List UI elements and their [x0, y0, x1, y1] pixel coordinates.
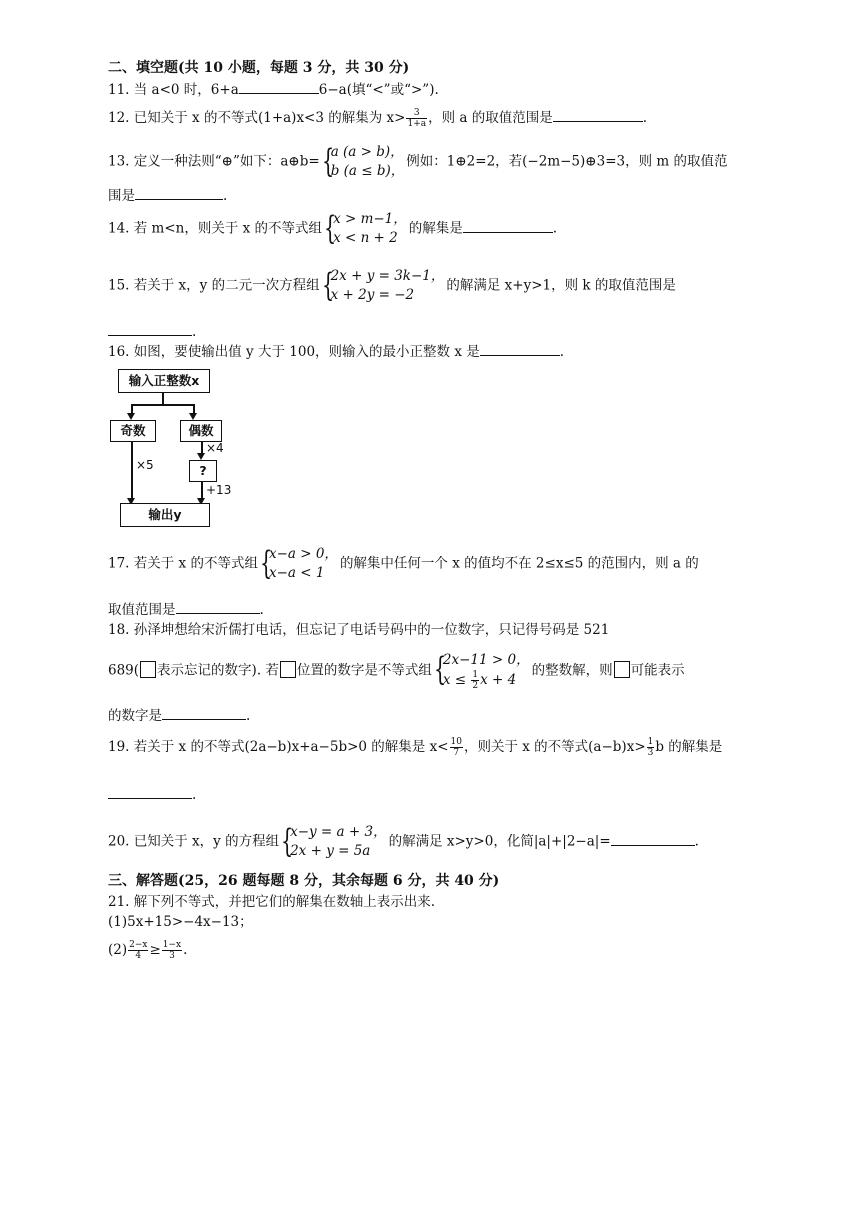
arrow-down-icon — [189, 413, 197, 420]
q16-text-b: . — [559, 344, 565, 360]
q14-text-b: 的解集是 — [408, 220, 463, 237]
brace: { — [433, 650, 447, 688]
q13-text-a: 13. 定义一种法则“⊕”如下：a⊕b= — [108, 153, 320, 170]
q15-system — [322, 267, 445, 305]
q12-text-b: ，则 a 的取值范围是 — [428, 110, 553, 126]
q15-text-c: . — [192, 324, 197, 340]
brace: { — [321, 142, 334, 180]
q21-fraction-1 — [128, 940, 148, 961]
q15-text-a: 15. 若关于 x，y 的二元一次方程组 — [108, 277, 320, 294]
q20-text-a: 20. 已知关于 x，y 的方程组 — [108, 833, 280, 850]
q16-text-a: 16. 如图，要使输出值 y 大于 100，则输入的最小正整数 x 是 — [108, 344, 480, 360]
q19-text-b: ，则关于 x 的不等式(a−b)x> — [463, 739, 646, 755]
numerator: 2−x — [129, 940, 148, 950]
question-15-cont — [108, 322, 196, 341]
question-18 — [108, 621, 609, 639]
q19-fraction-1 — [450, 737, 463, 758]
answer-blank[interactable] — [239, 80, 319, 94]
q20-system — [281, 823, 386, 861]
connector-line — [201, 481, 203, 499]
q15-text-b: 的解满足 x+y>1，则 k 的取值范围是 — [446, 277, 676, 294]
question-12 — [108, 108, 647, 129]
arrow-down-icon — [197, 453, 205, 460]
question-13-cont — [108, 186, 227, 205]
denominator: 3 — [169, 951, 175, 961]
system-row: 2x−11 > 0， — [442, 652, 530, 668]
q18-text-g: 的数字是 — [108, 708, 162, 724]
system-row: b (a ≤ b)， — [330, 163, 405, 179]
question-20 — [108, 823, 699, 861]
answer-blank[interactable] — [108, 785, 192, 799]
q13-piecewise — [322, 143, 405, 181]
q18-text-b: 689( — [108, 662, 140, 679]
times-5-label: ×5 — [136, 458, 154, 472]
q14-text-c: . — [552, 220, 558, 237]
question-13 — [108, 143, 727, 181]
answer-blank[interactable] — [553, 108, 643, 122]
flow-even-box: 偶数 — [180, 420, 222, 442]
brace: { — [321, 266, 334, 304]
system-row: a (a > b)， — [330, 144, 404, 160]
q20-text-c: . — [694, 833, 699, 850]
system-row: 2x + y = 3k−1， — [330, 268, 445, 284]
q17-text-d: . — [259, 602, 264, 618]
q14-system — [324, 210, 407, 248]
q17-text-b: 的解集中任何一个 x 的值均不在 2≤x≤5 的范围内，则 a 的 — [339, 555, 699, 572]
brace: { — [281, 822, 294, 860]
q18-text-a: 18. 孙泽坤想给宋沂儒打电话，但忘记了电话号码中的一位数字，只记得号码是 521 — [108, 622, 610, 638]
q14-text-a: 14. 若 m<n，则关于 x 的不等式组 — [108, 220, 323, 237]
answer-blank[interactable] — [480, 342, 560, 356]
system-row: 2x + y = 5a — [290, 843, 371, 859]
question-18-cont2 — [108, 706, 250, 725]
q17-text-a: 17. 若关于 x 的不等式组 — [108, 555, 258, 572]
numerator: 1 — [472, 670, 479, 680]
connector-line — [131, 404, 194, 406]
q11-text-b: 6−a(填“<”或“>”). — [318, 82, 439, 98]
answer-blank[interactable] — [611, 832, 695, 846]
brace: { — [324, 209, 337, 247]
numerator: 3 — [406, 108, 427, 119]
answer-blank[interactable] — [463, 219, 553, 233]
question-14 — [108, 210, 557, 248]
denominator: 3 — [647, 748, 654, 758]
q17-system — [260, 545, 338, 583]
q18-system — [434, 651, 530, 691]
flow-output-box: 输出y — [120, 503, 210, 527]
denominator: 4 — [135, 951, 142, 961]
flow-input-box: 输入正整数x — [118, 369, 210, 393]
question-21-intro: 21. 解下列不等式，并把它们的解集在数轴上表示出来. — [108, 894, 436, 910]
missing-digit-box — [280, 661, 296, 678]
q20-text-b: 的解满足 x>y>0，化简|a|+|2−a|= — [388, 833, 611, 850]
answer-blank[interactable] — [176, 600, 260, 614]
denominator: 7 — [453, 748, 460, 758]
q17-text-c: 取值范围是 — [108, 602, 176, 618]
q21-p2-text-a: (2) — [108, 942, 128, 958]
numerator: 1−x — [162, 940, 182, 950]
system-row: x > m−1， — [333, 211, 407, 227]
arrow-down-icon — [127, 413, 135, 420]
section-3-title: 三、解答题(25，26 题每题 8 分，其余每题 6 分，共 40 分) — [108, 873, 500, 889]
flow-unknown-box: ? — [189, 460, 217, 482]
q12-text-a: 12. 已知关于 x 的不等式(1+a)x<3 的解集为 x> — [108, 110, 406, 126]
system-row — [443, 670, 530, 691]
q21-fraction-2 — [162, 940, 182, 961]
row-text: x + 4 — [480, 672, 517, 688]
question-11 — [108, 80, 439, 99]
missing-digit-box — [614, 661, 630, 678]
question-18-cont — [108, 651, 685, 691]
q21-p2-mid: ≥ — [149, 942, 161, 958]
system-row: x−a > 0， — [268, 546, 338, 562]
q13-text-d: . — [223, 188, 228, 204]
answer-blank[interactable] — [162, 706, 246, 720]
section-2-title: 二、填空题(共 10 小题，每题 3 分，共 30 分) — [108, 60, 410, 76]
plus-13-label: +13 — [206, 483, 232, 497]
question-16 — [108, 342, 564, 361]
question-21-part-2 — [108, 940, 187, 961]
question-19-cont — [108, 785, 196, 804]
denominator: 1+a — [407, 119, 427, 129]
times-4-label: ×4 — [206, 441, 224, 455]
question-17 — [108, 545, 699, 583]
system-row: x−y = a + 3， — [290, 824, 387, 840]
q13-text-c: 围是 — [108, 188, 135, 204]
numerator: 1 — [647, 737, 654, 747]
flow-odd-box: 奇数 — [110, 420, 156, 442]
connector-line — [162, 392, 164, 404]
q19-fraction-2 — [647, 737, 655, 758]
missing-digit-box — [140, 661, 156, 678]
q11-text-a: 11. 当 a<0 时，6+a — [108, 82, 239, 98]
row-text: x ≤ — [442, 672, 471, 688]
brace: { — [259, 544, 273, 582]
q19-text-a: 19. 若关于 x 的不等式(2a−b)x+a−5b>0 的解集是 x< — [108, 739, 449, 755]
q18-text-c: 表示忘记的数字). 若 — [157, 662, 279, 679]
connector-line — [131, 441, 133, 499]
q18-text-h: . — [246, 708, 251, 724]
system-row: x + 2y = −2 — [330, 287, 415, 303]
q19-text-c: b 的解集是 — [655, 739, 723, 755]
question-17-cont — [108, 600, 264, 619]
question-19 — [108, 737, 722, 758]
q19-text-d: . — [192, 787, 197, 803]
system-row: x−a < 1 — [268, 565, 325, 581]
q18-text-e: 的整数解，则 — [531, 662, 613, 679]
q12-fraction — [406, 108, 427, 129]
q12-text-c: . — [642, 110, 648, 126]
q18-text-f: 可能表示 — [630, 662, 685, 679]
answer-blank[interactable] — [135, 186, 223, 200]
question-21-part-1: (1)5x+15>−4x−13； — [108, 914, 253, 930]
denominator: 2 — [472, 681, 479, 691]
half-fraction — [471, 670, 479, 691]
q21-p2-text-b: . — [183, 942, 188, 958]
q18-text-d: 位置的数字是不等式组 — [296, 662, 432, 679]
question-15 — [108, 267, 676, 305]
q13-text-b: 例如：1⊕2=2，若(−2m−5)⊕3=3，则 m 的取值范 — [406, 153, 728, 170]
numerator: 10 — [450, 737, 462, 747]
system-row: x < n + 2 — [333, 230, 398, 246]
answer-blank[interactable] — [108, 322, 192, 336]
